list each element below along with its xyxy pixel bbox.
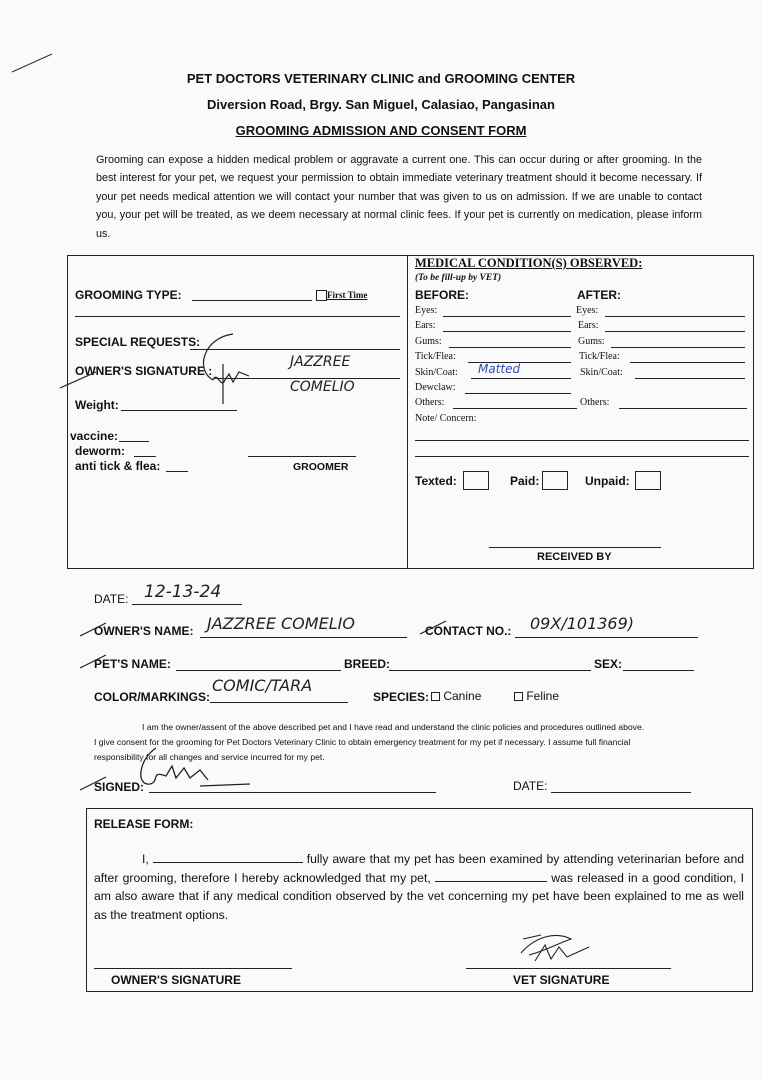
weight-label: Weight: <box>75 398 119 412</box>
groomer-label: GROOMER <box>293 461 349 473</box>
contact-label: CONTACT NO.: <box>425 624 512 638</box>
contact-value: 09X/101369) <box>530 614 635 633</box>
after-item-others: Others: <box>580 397 610 408</box>
release-pet-blank[interactable] <box>435 870 547 882</box>
intro-paragraph: Grooming can expose a hidden medical problem or aggravate a current one. This can occur during or after grooming. In the best interest for your pet, we request your permission to obtain immediate veterinary treatment should it become necessary. If your pet needs medical attention we will contact your number that was given to us on admission. If we are unable to contact you, your pet will be treated, as we deem necessary at normal clinic fees. If your pet is currently on medication, please inform us. <box>96 154 702 240</box>
box-divider <box>407 255 408 568</box>
before-ears-field[interactable] <box>443 331 571 332</box>
release-part-3: was released in a good condition, I am also aware that if any medical condition observed by the vet concerning my pet have been explained to me as well as the treatment options. <box>94 870 745 922</box>
pet-name-field[interactable] <box>176 670 341 671</box>
note-line-2[interactable] <box>415 456 749 457</box>
feline-option[interactable] <box>514 689 559 703</box>
before-skincoat-field[interactable] <box>471 378 571 379</box>
clinic-address: Diversion Road, Brgy. San Miguel, Calasiao, Pangasinan <box>207 97 555 112</box>
release-part-2: fully aware that my pet has been examined by attending veterinarian before and after grooming, therefore I hereby acknowledged that my pet, <box>94 852 745 885</box>
admission-box <box>67 255 754 569</box>
note-line-1[interactable] <box>415 440 749 441</box>
after-skincoat-field[interactable] <box>635 378 745 379</box>
unpaid-label: Unpaid: <box>585 474 630 488</box>
strike-mark-contact <box>418 618 448 636</box>
vet-signature-mark <box>515 925 595 969</box>
strike-mark-signed <box>78 774 108 792</box>
release-vet-sig-label: VET SIGNATURE <box>513 973 610 987</box>
before-others-field[interactable] <box>453 408 577 409</box>
feline-checkbox[interactable] <box>514 692 523 701</box>
owner-signature-scribble <box>193 330 283 410</box>
clinic-name: PET DOCTORS VETERINARY CLINIC and GROOMING CENTER <box>186 71 576 86</box>
first-time-label: First Time <box>327 290 368 300</box>
breed-label: BREED: <box>344 657 391 671</box>
before-label: BEFORE: <box>415 288 469 302</box>
consent-line-2: I give consent for the grooming for Pet Doctors Veterinary Clinic to obtain emergency treatment for my pet if necessary. I assume full financial <box>94 737 631 747</box>
form-title: GROOMING ADMISSION AND CONSENT FORM <box>235 123 527 138</box>
release-name-blank[interactable] <box>153 851 303 863</box>
special-requests-label: SPECIAL REQUESTS: <box>75 335 201 349</box>
strike-mark-pet <box>78 652 108 670</box>
canine-label: Canine <box>443 689 482 703</box>
sex-label: SEX: <box>594 657 623 671</box>
color-markings-value: COMIC/TARA <box>212 676 313 695</box>
grooming-type-label: GROOMING TYPE: <box>75 288 182 302</box>
owner-name-value: JAZZREE COMELIO <box>207 614 355 633</box>
after-tickflea-field[interactable] <box>630 362 745 363</box>
consent-date-label: DATE: <box>513 779 548 793</box>
skin-coat-value: Matted <box>478 362 521 376</box>
before-eyes-field[interactable] <box>443 316 571 317</box>
before-item-skincoat: Skin/Coat: <box>415 367 458 378</box>
species-label: SPECIES: <box>373 690 430 704</box>
owners-signature-label: OWNER'S SIGNATURE : <box>75 364 213 378</box>
signed-signature <box>120 730 260 800</box>
unpaid-checkbox[interactable] <box>635 471 661 490</box>
note-label: Note/ Concern: <box>415 413 477 424</box>
canine-option[interactable] <box>431 689 481 703</box>
release-part-1: I, <box>142 852 149 866</box>
after-ears-field[interactable] <box>605 331 745 332</box>
before-item-dewclaw: Dewclaw: <box>415 382 456 393</box>
release-form-body <box>94 850 744 924</box>
vaccine-label: vaccine: <box>70 429 119 443</box>
before-item-ears: Ears: <box>415 320 436 331</box>
before-item-gums: Gums: <box>415 336 442 347</box>
medical-condition-subtitle: (To be fill-up by VET) <box>415 273 502 283</box>
date-field[interactable] <box>132 604 242 605</box>
release-owner-sig-label: OWNER'S SIGNATURE <box>111 973 241 987</box>
after-item-skincoat: Skin/Coat: <box>580 367 623 378</box>
owner-signature-name: JAZZREE COMELIO <box>290 354 355 395</box>
signed-label: SIGNED: <box>94 780 145 794</box>
sex-field[interactable] <box>623 670 694 671</box>
after-item-ears: Ears: <box>578 320 599 331</box>
pet-name-label: PET'S NAME: <box>94 657 171 671</box>
vaccine-field[interactable] <box>119 441 149 442</box>
weight-field[interactable] <box>121 410 237 411</box>
deworm-field[interactable] <box>134 456 156 457</box>
anti-tick-field[interactable] <box>166 471 188 472</box>
consent-line-1: I am the owner/assent of the above described pet and I have read and understand the clinic policies and procedures outlined above. <box>142 722 645 732</box>
feline-label: Feline <box>526 689 560 703</box>
deworm-label: deworm: <box>75 444 126 458</box>
before-gums-field[interactable] <box>449 347 571 348</box>
after-item-tickflea: Tick/Flea: <box>579 351 620 362</box>
texted-label: Texted: <box>415 474 457 488</box>
consent-line-3: responsibility for all changes and service incurred for my pet. <box>94 752 325 762</box>
color-markings-field[interactable] <box>210 702 348 703</box>
before-item-tickflea: Tick/Flea: <box>415 351 456 362</box>
owner-name-label: OWNER'S NAME: <box>94 624 194 638</box>
owner-name-field[interactable] <box>200 637 407 638</box>
before-item-others: Others: <box>415 397 445 408</box>
contact-field[interactable] <box>515 637 698 638</box>
groomer-signature-line <box>248 456 356 457</box>
canine-checkbox[interactable] <box>431 692 440 701</box>
breed-field[interactable] <box>389 670 591 671</box>
release-owner-sig-line[interactable] <box>94 968 292 969</box>
paid-checkbox[interactable] <box>542 471 568 490</box>
received-by-line <box>489 547 661 548</box>
after-eyes-field[interactable] <box>605 316 745 317</box>
date-value: 12-13-24 <box>144 582 222 602</box>
consent-date-field[interactable] <box>551 792 691 793</box>
grooming-type-line-2 <box>75 316 400 317</box>
before-dewclaw-field[interactable] <box>465 393 571 394</box>
grooming-type-field[interactable] <box>192 300 312 301</box>
received-by-label: RECEIVED BY <box>537 551 612 563</box>
before-item-eyes: Eyes: <box>415 305 438 316</box>
strike-mark-owner-name <box>78 620 108 638</box>
first-time-checkbox[interactable] <box>316 290 327 301</box>
medical-condition-title: MEDICAL CONDITION(S) OBSERVED: <box>415 256 643 270</box>
texted-checkbox[interactable] <box>463 471 489 490</box>
after-gums-field[interactable] <box>611 347 745 348</box>
strike-mark-owner <box>58 368 98 390</box>
after-item-gums: Gums: <box>578 336 605 347</box>
paid-label: Paid: <box>510 474 540 488</box>
after-others-field[interactable] <box>619 408 747 409</box>
date-label: DATE: <box>94 592 129 606</box>
release-form-title: RELEASE FORM: <box>94 817 194 831</box>
anti-tick-label: anti tick & flea: <box>75 459 161 473</box>
after-item-eyes: Eyes: <box>576 305 599 316</box>
after-label: AFTER: <box>577 288 621 302</box>
color-markings-label: COLOR/MARKINGS: <box>94 690 210 704</box>
